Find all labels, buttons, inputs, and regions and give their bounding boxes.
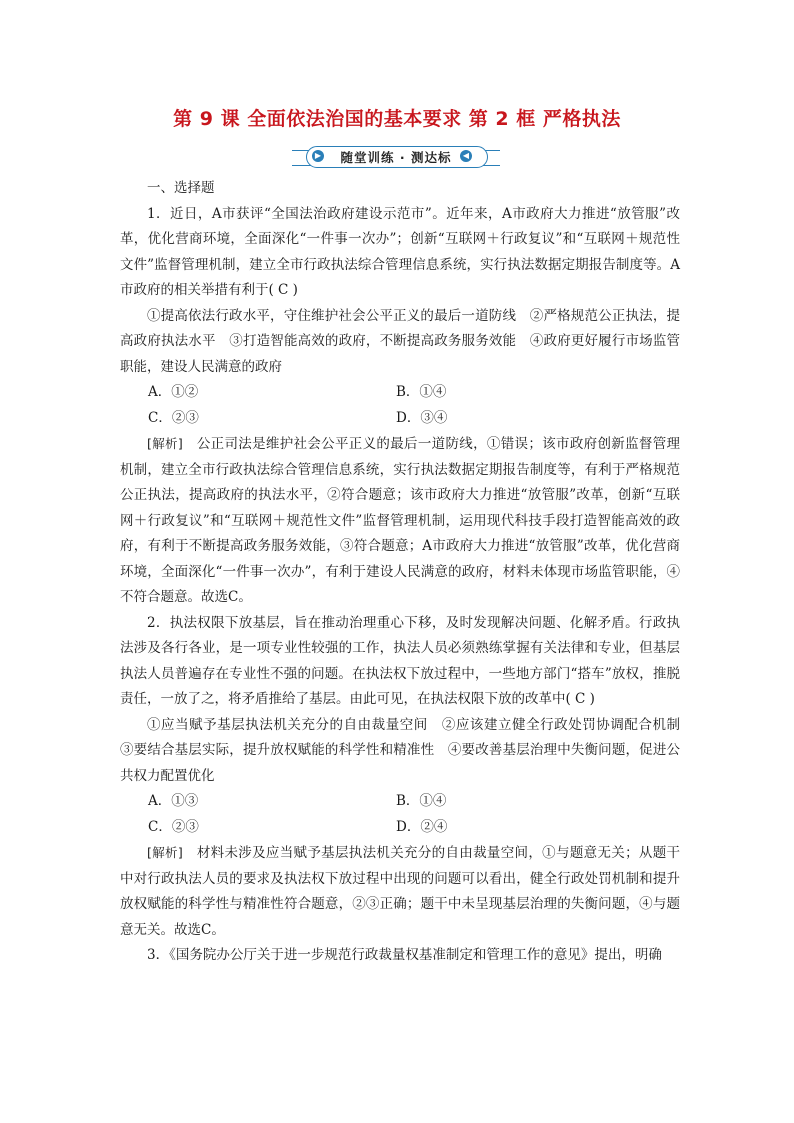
analysis-tag: [解析]: [147, 845, 183, 860]
question-1-options-row-2: [120, 406, 680, 432]
section-heading: 一、选择题: [147, 180, 215, 196]
option-c: C．②③: [148, 409, 199, 426]
question-2-options-row-1: [120, 789, 680, 815]
question-2-options-row-2: [120, 815, 680, 841]
question-2-stem: 2．执法权限下放基层，旨在推动治理重心下移，及时发现解决问题、化解矛盾。行政执法涉及各行各业，是一项专业性较强的工作，执法人员必须熟练掌握有关法律和专业，但基层执法人员普遍存在专业性不强的问题。在执法权下放过程中，一些地方部门“搭车”放权，推脱责任，一放了之，将矛盾推给了基层。由此可见，在执法权限下放的改革中( C ): [120, 614, 680, 707]
chevron-left-icon: ◀: [460, 150, 472, 162]
option-a: A．①②: [148, 384, 199, 400]
option-d: D．②④: [396, 818, 448, 835]
chevron-right-icon: ▶: [312, 150, 324, 162]
option-c: C．②③: [148, 818, 199, 835]
section-banner: [292, 146, 500, 168]
option-d: D．③④: [396, 409, 448, 426]
question-1-stem: 1．近日，A市获评“全国法治政府建设示范市”。近年来，A市政府大力推进“放管服”改革，优化营商环境，全面深化“一件事一次办”；创新“互联网＋行政复议”和“互联网＋规范性文件”监督管理机制，建立全市行政执法综合管理信息系统，实行执法数据定期报告制度等。A市政府的相关举措有利于( C ): [120, 205, 680, 298]
content-body: [120, 176, 694, 969]
analysis-text: 公正司法是维护社会公平正义的最后一道防线，①错误；该市政府创新监督管理机制，建立全市行政执法综合管理信息系统，实行执法数据定期报告制度等，有利于严格规范公正执法，提高政府的执法水平，②符合题意；该市政府大力推进“放管服”改革，创新“互联网＋行政复议”和“互联网＋规范性文件”监督管理机制，运用现代科技手段打造智能高效的政府，有利于不断提高政务服务效能，③符合题意；A市政府大力推进“放管服”改革，优化营商环境，全面深化“一件事一次办”，有利于建设人民满意的政府，材料未体现市场监管职能，④不符合题意。故选C。: [120, 436, 681, 605]
question-2-analysis: [120, 840, 680, 943]
question-1-items: ①提高依法行政水平，守住维护社会公平正义的最后一道防线 ②严格规范公正执法，提高政府执法水平 ③打造智能高效的政府，不断提高政务服务效能 ④政府更好履行市场监管职能，建设人民满意的政府: [120, 307, 680, 375]
option-b: B．①④: [396, 384, 447, 400]
banner-label: 随堂训练 · 测达标: [340, 150, 452, 165]
page-title: 第 9 课 全面依法治国的基本要求 第 2 框 严格执法: [173, 108, 621, 130]
option-b: B．①④: [396, 793, 447, 809]
analysis-text: 材料未涉及应当赋予基层执法机关充分的自由裁量空间，①与题意无关；从题干中对行政执法人员的要求及执法权下放过程中出现的问题可以看出，健全行政处罚机制和提升放权赋能的科学性与精准性符合题意，②③正确；题干中未呈现基层治理的失衡问题，④与题意无关。故选C。: [120, 845, 681, 938]
analysis-tag: [解析]: [147, 436, 183, 451]
question-1-analysis: [120, 431, 680, 611]
option-a: A．①③: [148, 793, 199, 809]
question-1-options-row-1: [120, 380, 680, 406]
question-3-stem: 3．《国务院办公厅关于进一步规范行政裁量权基准制定和管理工作的意见》提出，明确: [147, 947, 662, 963]
question-2-items: ①应当赋予基层执法机关充分的自由裁量空间 ②应该建立健全行政处罚协调配合机制 ③要结合基层实际，提升放权赋能的科学性和精准性 ④要改善基层治理中失衡问题，促进公共权力配置优化: [120, 716, 694, 784]
